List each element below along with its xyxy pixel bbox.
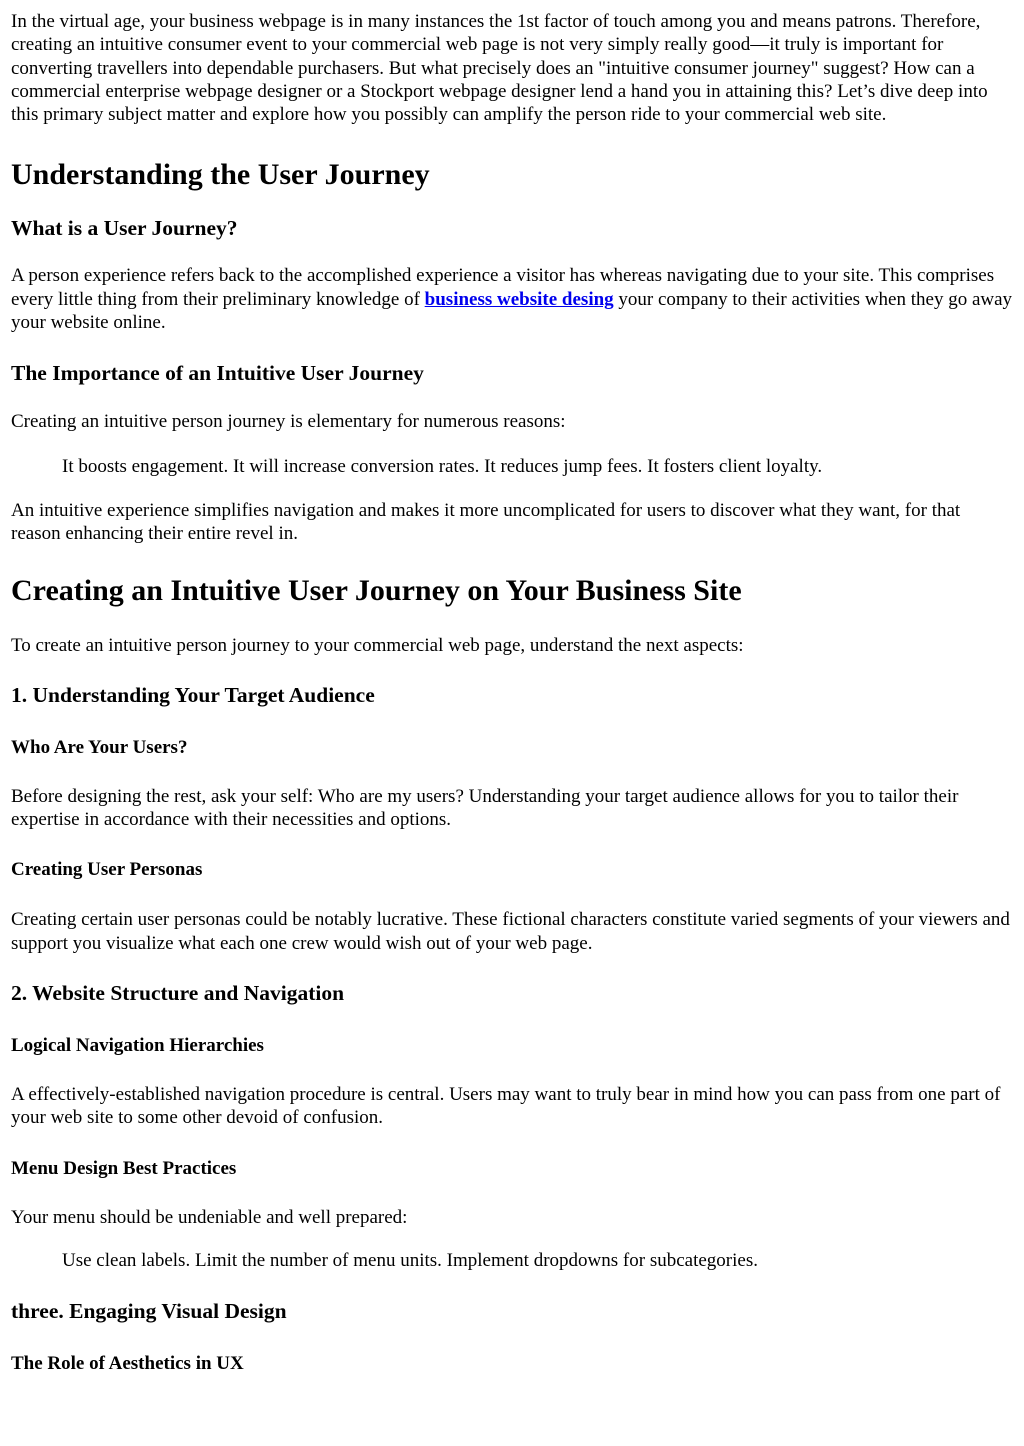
- text-before-link: A person experience refers back to the accomplished experience a visitor has whereas navigating due to your site. This comprises every little thing from their preliminary knowledge of: [11, 265, 995, 310]
- intro-paragraph: In the virtual age, your business webpage is in many instances the 1st factor of touch among you and means patrons. Therefore, creating an intuitive consumer event to your commercial web page is not very simply really good—it truly is important for converting travellers into dependable purchasers. But what precisely does an "intuitive consumer journey" suggest? How can a commercial enterprise webpage designer or a Stockport webpage designer lend a hand you in attaining this? Let’s dive deep into this primary subject matter and explore how you possibly can amplify the person ride to your commercial web site.: [11, 11, 988, 126]
- importance-list: It boosts engagement. It will increase conversion rates. It reduces jump fees. It fosters client loyalty.: [62, 455, 823, 477]
- section-title-creating: Creating an Intuitive User Journey on Your Business Site: [11, 573, 742, 607]
- heading-importance: The Importance of an Intuitive User Journey: [11, 361, 424, 386]
- paragraph-logical-navigation: A effectively-established navigation procedure is central. Users may want to truly bear in mind how you can pass from one part of your web site to some other devoid of confusion.: [11, 1084, 1001, 1129]
- paragraph-who-are-users: Before designing the rest, ask your self: Who are my users? Understanding your target audience allows for you to tailor their expertise in accordance with their necessities and options.: [11, 785, 959, 831]
- heading-user-personas: Creating User Personas: [11, 859, 203, 881]
- menu-practices-list: Use clean labels. Limit the number of menu units. Implement dropdowns for subcategories.: [62, 1249, 758, 1271]
- paragraph-menu-design: Your menu should be undeniable and well prepared:: [11, 1206, 408, 1228]
- paragraph-user-personas: Creating certain user personas could be notably lucrative. These fictional characters constitute varied segments of your viewers and support you visualize what each one crew would wish out of your web page.: [11, 909, 1010, 954]
- heading-target-audience: 1. Understanding Your Target Audience: [11, 682, 375, 707]
- heading-aesthetics: The Role of Aesthetics in UX: [11, 1353, 244, 1375]
- heading-what-is-user-journey: What is a User Journey?: [11, 216, 238, 241]
- paragraph-importance: Creating an intuitive person journey is elementary for numerous reasons:: [11, 411, 566, 433]
- paragraph-intuitive-experience: An intuitive experience simplifies navigation and makes it more uncomplicated for users to discover what they want, for that reason enhancing their entire revel in.: [11, 499, 961, 545]
- heading-logical-navigation: Logical Navigation Hierarchies: [11, 1035, 264, 1057]
- paragraph-creating-intro: To create an intuitive person journey to your commercial web page, understand the next aspects:: [11, 634, 744, 656]
- business-website-design-link[interactable]: business website desing: [424, 288, 614, 310]
- section-title-understanding: Understanding the User Journey: [11, 158, 430, 192]
- heading-structure-navigation: 2. Website Structure and Navigation: [11, 981, 345, 1006]
- text-after-link: your company to their activities when they go away your website online.: [11, 288, 1013, 334]
- paragraph-what-is-user-journey: [11, 264, 1013, 334]
- heading-visual-design: three. Engaging Visual Design: [11, 1299, 287, 1324]
- heading-who-are-users: Who Are Your Users?: [11, 736, 188, 758]
- heading-menu-design: Menu Design Best Practices: [11, 1157, 237, 1179]
